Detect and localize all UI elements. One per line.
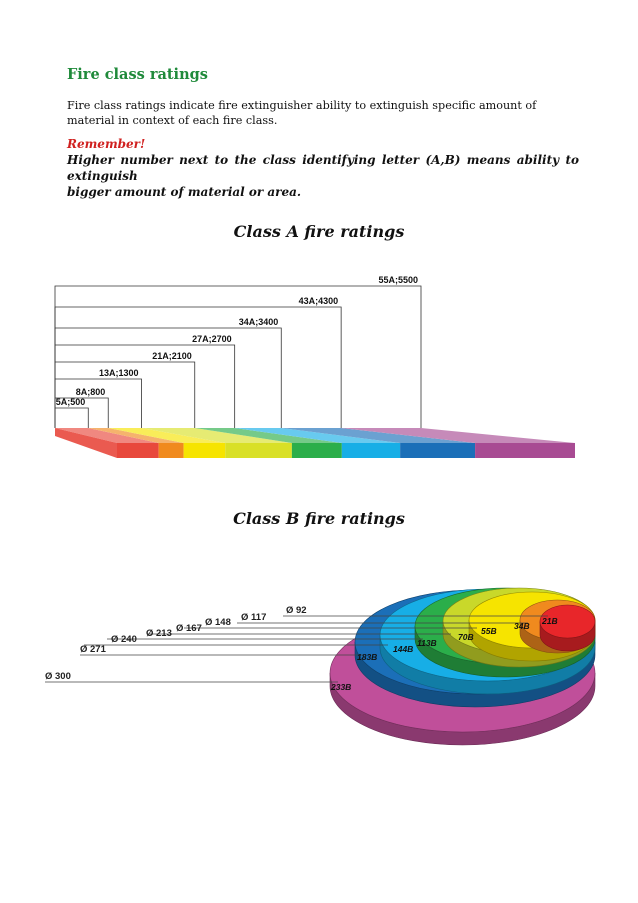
rating-label: 34A;3400 [238,317,279,327]
tray-rating-label: 21B [542,616,558,626]
class-b-title: Class B fire ratings [233,509,405,528]
diameter-label: Ø 167 [176,623,202,634]
tray-rating-label: 233B [331,682,352,692]
diameter-label: Ø 271 [80,644,106,655]
section-heading: Fire class ratings [67,66,208,83]
rating-label: 27A;2700 [192,334,232,344]
rating-label: 5A;500 [55,397,86,407]
diameter-label: Ø 240 [111,634,137,645]
diameter-label: Ø 300 [45,671,71,682]
remember-label: Remember! [67,137,146,151]
diameter-label: Ø 213 [146,628,172,639]
diameter-label: Ø 92 [286,605,307,616]
tray-rating-label: 70B [458,632,474,642]
tray-rating-label: 55B [481,626,497,636]
tray-rating-label: 183B [357,652,378,662]
diameter-label: Ø 148 [205,617,231,628]
diameter-label: Ø 117 [241,612,267,623]
intro-paragraph: Fire class ratings indicate fire extinguisher ability to extinguish specific amount of material in context of each fire class. [67,99,537,127]
tray-rating-label: 113B [417,638,437,648]
class-a-title: Class A fire ratings [233,222,405,241]
emphasis-line-2: bigger amount of material or area. [67,185,302,199]
rating-label: 55A;5500 [378,275,418,285]
rating-label: 21A;2100 [152,351,192,361]
rating-label: 8A;800 [75,387,106,397]
rating-label: 13A;1300 [98,368,139,378]
emphasis-line-1: Higher number next to the class identifying letter (A,B) means ability to extinguish [67,153,579,183]
rating-label: 43A;4300 [298,296,339,306]
tray-rating-label: 144B [393,644,414,654]
tray-rating-label: 34B [514,621,530,631]
